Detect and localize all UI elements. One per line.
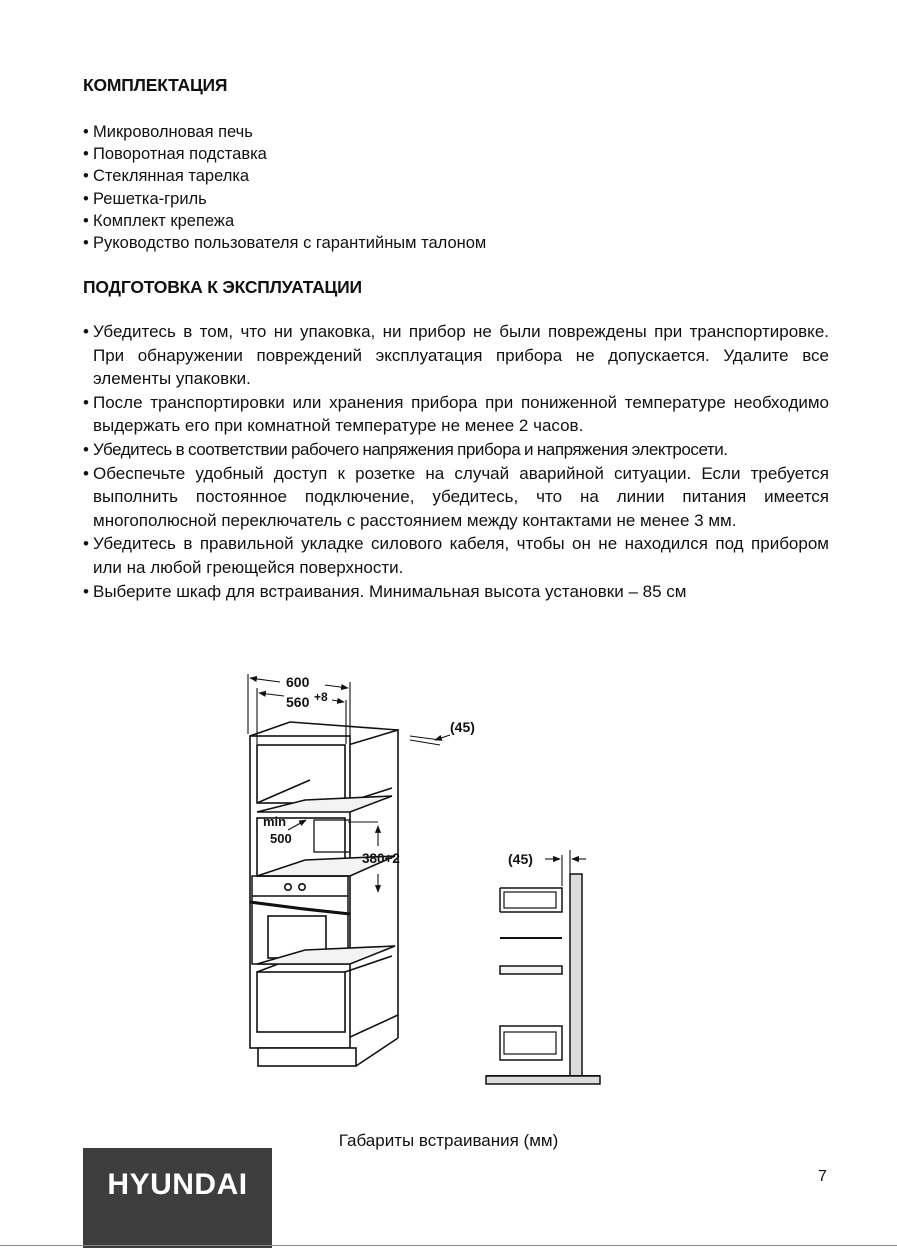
dim-gap-side-label: (45)	[508, 851, 533, 867]
list-item: • Стеклянная тарелка	[83, 165, 823, 187]
installation-dimensions-diagram	[230, 660, 630, 1100]
list-item: • Комплект крепежа	[83, 210, 823, 232]
dim-min-label: min	[263, 814, 287, 829]
preparation-list	[83, 320, 829, 603]
list-item: • Поворотная подставка	[83, 143, 823, 165]
kit-list	[83, 121, 823, 254]
list-item: • Выберите шкаф для встраивания. Минимальная высота установки – 85 см	[83, 580, 829, 604]
dim-min-value: 500	[270, 831, 292, 846]
list-item: • Убедитесь в правильной укладке силового кабеля, чтобы он не находился под прибором или на любой греющейся поверхности.	[83, 532, 829, 579]
brand-logo	[83, 1148, 272, 1248]
list-item: • Микроволновая печь	[83, 121, 823, 143]
brand-logo-text: HYUNDAI	[107, 1168, 248, 1201]
side-view-drawing	[486, 850, 600, 1084]
cabinet-drawing	[250, 722, 398, 1066]
dim-height-label: 380+2	[362, 851, 400, 866]
dim-inner-tolerance: +8	[314, 690, 328, 704]
dim-gap-top-label: (45)	[450, 719, 475, 735]
list-item: • Руководство пользователя с гарантийным талоном	[83, 232, 823, 254]
dim-inner-label: 560	[286, 694, 310, 710]
list-item: • Убедитесь в том, что ни упаковка, ни прибор не были повреждены при транспортировке. При обнаружении повреждений эксплуатация прибора не допускается. Удалите все элементы упаковки.	[83, 320, 829, 391]
bottom-divider	[0, 1245, 897, 1246]
list-item: • После транспортировки или хранения прибора при пониженной температуре необходимо выдержать его при комнатной температуре не менее 2 часов.	[83, 391, 829, 438]
section-title-preparation: ПОДГОТОВКА К ЭКСПЛУАТАЦИИ	[83, 277, 362, 297]
page-number: 7	[818, 1168, 827, 1185]
list-item: • Обеспечьте удобный доступ к розетке на случай аварийной ситуации. Если требуется выполнить постоянное подключение, убедитесь, что на линии питания имеется многополюсной переключатель с расстоянием между контактами не менее 3 мм.	[83, 462, 829, 533]
dim-width-label: 600	[286, 674, 310, 690]
diagram-caption: Габариты встраивания (мм)	[338, 1131, 559, 1150]
list-item: • Решетка-гриль	[83, 188, 823, 210]
list-item: • Убедитесь в соответствии рабочего напряжения прибора и напряжения электросети.	[83, 438, 829, 462]
section-title-kit: КОМПЛЕКТАЦИЯ	[83, 75, 228, 95]
